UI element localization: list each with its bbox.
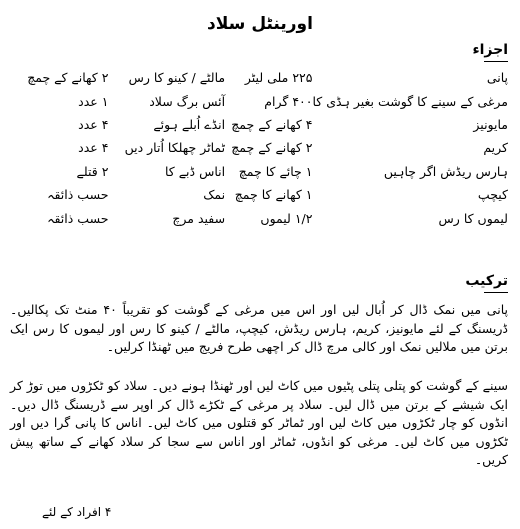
- ingredient-quantity: ۱ چائے کا چمچ: [238, 163, 313, 179]
- ingredient-name: ٹماٹر چھلکا اُتار دیں: [124, 140, 226, 156]
- ingredient-name: مایونیز: [473, 116, 508, 132]
- ingredient-name: سفید مرچ: [172, 210, 226, 226]
- ingredients-heading: اجزاء: [472, 42, 508, 58]
- method-heading-underline: [484, 292, 508, 293]
- ingredient-name: اناس ڈبے کا: [165, 163, 226, 179]
- ingredient-quantity: ۲ کھانے کے چمچ: [27, 70, 109, 86]
- ingredient-row: [8, 136, 508, 159]
- ingredient-row: [8, 89, 508, 112]
- ingredient-quantity: حسب ذائقہ: [47, 187, 109, 203]
- ingredient-name: لیموں کا رس: [438, 210, 508, 226]
- ingredient-row: [8, 206, 508, 229]
- ingredient-quantity: ۴ عدد: [78, 116, 109, 132]
- ingredient-row: [8, 183, 508, 206]
- ingredient-quantity: حسب ذائقہ: [47, 210, 109, 226]
- ingredient-name: آئس برگ سلاد: [149, 93, 226, 109]
- ingredient-quantity: ۴۰۰ گرام: [264, 93, 313, 109]
- ingredient-name: پانی: [486, 70, 508, 86]
- ingredient-row: [8, 66, 508, 89]
- ingredient-name: کیچپ: [477, 187, 508, 203]
- recipe-title: اورینٹل سلاد: [207, 14, 313, 34]
- ingredients-table: [8, 66, 508, 230]
- method-paragraph: پانی میں نمک ڈال کر اُبال لیں اور اس میں مرغی کے گوشت کو تقریباً ۴۰ منٹ تک پکالیں۔ ڈریسنگ کے لئے مایونیز، کریم، ہارس ریڈش، کیچپ، مالٹے / کینو کا رس اور لیموں کا رس ایک برتن میں ملالیں نمک اور کالی مرچ ڈال کر اچھی طرح فریج میں ٹھنڈا کرلیں۔: [10, 302, 508, 354]
- ingredient-name: کریم: [483, 140, 508, 156]
- ingredient-quantity: ۴ کھانے کے چمچ: [231, 116, 313, 132]
- ingredient-quantity: ۱/۲ لیموں: [260, 210, 313, 226]
- method-paragraph: سینے کے گوشت کو پتلی پتلی پٹیوں میں کاٹ لیں اور ٹھنڈا ہونے دیں۔ سلاد کو ٹکڑوں میں توڑ کر ایک شیشے کے برتن میں ڈال لیں۔ سلاد پر مرغی کے ٹکڑے ڈال کر اوپر سے ڈریسنگ ڈال دیں۔ انڈوں کو چار ٹکڑوں میں کاٹ لیں اور ٹماٹر کو قتلوں میں کاٹ لیں۔ اناس کا پانی گرا دیں اور ٹکڑوں میں کاٹ لیں۔ مرغی کو انڈوں، ٹماٹر اور اناس سے سجا کر سلاد کھانے کے ساتھ پیش کریں۔: [10, 378, 508, 467]
- ingredient-quantity: ۲۲۵ ملی لیٹر: [244, 70, 313, 86]
- ingredient-quantity: ۴ عدد: [78, 140, 109, 156]
- method-heading: ترکیب: [465, 273, 508, 289]
- ingredient-quantity: ۲ کھانے کے چمچ: [231, 140, 313, 156]
- ingredient-row: [8, 113, 508, 136]
- ingredient-name: ہارس ریڈش اگر چاہیں: [383, 163, 508, 179]
- servings-note: ۴ افراد کے لئے: [42, 505, 112, 519]
- ingredient-name: مرغی کے سینے کا گوشت بغیر ہڈی کا: [312, 93, 508, 109]
- ingredient-name: انڈے اُبلے ہوئے: [153, 116, 226, 132]
- ingredient-quantity: ۲ قتلے: [76, 163, 109, 179]
- ingredient-quantity: ۱ کھانے کا چمچ: [234, 187, 313, 203]
- ingredient-quantity: ۱ عدد: [78, 93, 109, 109]
- ingredient-name: مالٹے / کینو کا رس: [128, 70, 226, 86]
- ingredients-heading-underline: [484, 61, 508, 62]
- ingredient-name: نمک: [203, 187, 226, 203]
- ingredient-row: [8, 160, 508, 183]
